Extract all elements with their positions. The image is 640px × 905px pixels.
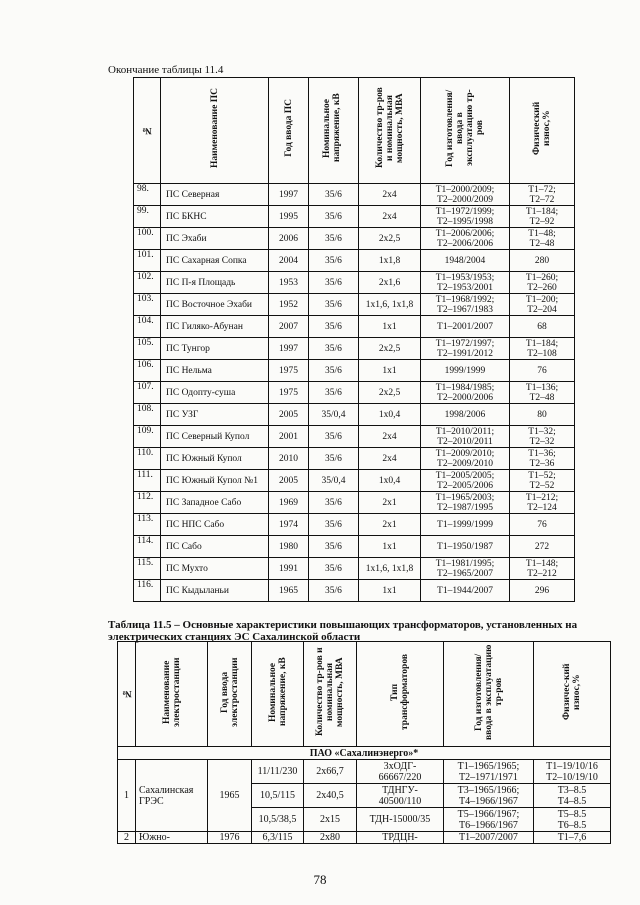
wear-line-1: 68 bbox=[537, 321, 547, 332]
manuf-line-1: Т1–2000/2009; bbox=[435, 184, 495, 195]
manufacture-commission-years bbox=[421, 338, 510, 360]
table-row bbox=[134, 184, 575, 206]
header-voltage: Номинальное напряжение, кВ bbox=[252, 642, 304, 747]
commission-year: 1991 bbox=[269, 558, 309, 580]
wear-line-2: Т2–108 bbox=[527, 348, 557, 359]
commission-year: 2006 bbox=[269, 228, 309, 250]
table-row bbox=[134, 536, 575, 558]
physical-wear bbox=[510, 316, 575, 338]
manuf-line-2: Т2–1995/1998 bbox=[437, 216, 493, 227]
nominal-voltage: 35/6 bbox=[309, 536, 359, 558]
manuf-line-1: Т1–2001/2007 bbox=[437, 321, 493, 332]
row-number: 98. bbox=[134, 184, 161, 206]
nominal-voltage: 35/6 bbox=[309, 228, 359, 250]
wear-line-1: Т1–212; bbox=[525, 492, 559, 503]
manuf-line-1: 1998/2006 bbox=[444, 409, 486, 420]
commission-year: 1953 bbox=[269, 272, 309, 294]
transformer-count-power: 1x0,4 bbox=[359, 470, 421, 492]
wear-line-1: Т1–260; bbox=[525, 272, 559, 283]
manuf-line-1: Т1–1950/1987 bbox=[437, 541, 493, 552]
manufacture-commission-years bbox=[421, 206, 510, 228]
table-row bbox=[134, 382, 575, 404]
transformer-count-power: 2x4 bbox=[359, 184, 421, 206]
transformer-type bbox=[357, 808, 444, 832]
header-count: Количество тр-ров и номинальная мощность, МВА bbox=[359, 78, 421, 184]
table-row bbox=[134, 360, 575, 382]
table-row bbox=[134, 228, 575, 250]
wear-line-1: Т1–52; bbox=[528, 470, 556, 481]
nominal-voltage: 35/6 bbox=[309, 316, 359, 338]
row-number: 2 bbox=[118, 832, 136, 844]
row-number: 99. bbox=[134, 206, 161, 228]
physical-wear bbox=[510, 272, 575, 294]
substation-name: ПС УЗГ bbox=[161, 404, 269, 426]
transformer-type bbox=[357, 760, 444, 784]
substation-name: ПС Сабо bbox=[161, 536, 269, 558]
wear-line-2: Т2–124 bbox=[527, 502, 557, 513]
table-row bbox=[134, 470, 575, 492]
table-row bbox=[134, 558, 575, 580]
transformer-count-power: 2x2,5 bbox=[359, 228, 421, 250]
physical-wear bbox=[510, 206, 575, 228]
manufacture-commission-years bbox=[421, 272, 510, 294]
transformer-count-power: 2x2,5 bbox=[359, 382, 421, 404]
manufacture-commission-years bbox=[421, 404, 510, 426]
section-row bbox=[118, 747, 611, 760]
manufacture-commission-years bbox=[444, 784, 534, 808]
substation-name: ПС Нельма bbox=[161, 360, 269, 382]
manuf-line-2: Т2–1953/2001 bbox=[437, 282, 493, 293]
commission-year: 1969 bbox=[269, 492, 309, 514]
row-number: 116. bbox=[134, 580, 161, 602]
wear-line-1: Т1–148; bbox=[525, 558, 559, 569]
wear-line-2: Т4–8.5 bbox=[557, 795, 587, 807]
manuf-line-1: Т1–1953/1953; bbox=[435, 272, 495, 283]
nominal-voltage: 10,5/38,5 bbox=[252, 808, 304, 832]
manuf-line-1: Т1–1965/2003; bbox=[435, 492, 495, 503]
table-row bbox=[134, 206, 575, 228]
manuf-line-1: Т5–1966/1967; bbox=[457, 808, 520, 820]
manuf-line-1: Т1–2010/2011; bbox=[435, 426, 495, 437]
physical-wear bbox=[510, 514, 575, 536]
row-number: 102. bbox=[134, 272, 161, 294]
physical-wear bbox=[534, 784, 611, 808]
nominal-voltage: 35/6 bbox=[309, 448, 359, 470]
station-name-line-2: ГРЭС bbox=[139, 795, 164, 807]
manuf-line-2: Т2–2000/2006 bbox=[437, 392, 493, 403]
header-wear: Физичес-кий износ,% bbox=[534, 642, 611, 747]
row-number: 115. bbox=[134, 558, 161, 580]
manuf-line-1: 1948/2004 bbox=[444, 255, 486, 266]
physical-wear bbox=[510, 536, 575, 558]
nominal-voltage: 10,5/115 bbox=[252, 784, 304, 808]
manufacture-commission-years bbox=[421, 382, 510, 404]
table-row bbox=[134, 514, 575, 536]
header-year: Год ввода ПС bbox=[269, 78, 309, 184]
wear-line-1: Т1–184; bbox=[525, 338, 559, 349]
transformer-count-power: 2x4 bbox=[359, 426, 421, 448]
table-row bbox=[118, 832, 611, 844]
nominal-voltage: 35/6 bbox=[309, 492, 359, 514]
station-name bbox=[136, 760, 208, 832]
nominal-voltage: 35/0,4 bbox=[309, 470, 359, 492]
table-row bbox=[134, 272, 575, 294]
wear-line-1: 296 bbox=[534, 585, 550, 596]
physical-wear bbox=[510, 184, 575, 206]
physical-wear bbox=[510, 580, 575, 602]
nominal-voltage: 35/6 bbox=[309, 294, 359, 316]
wear-line-1: 272 bbox=[534, 541, 550, 552]
commission-year: 2005 bbox=[269, 404, 309, 426]
substation-name: ПС Южный Купол №1 bbox=[161, 470, 269, 492]
table-row bbox=[134, 316, 575, 338]
manuf-line-1: Т1–2006/2006; bbox=[435, 228, 495, 239]
physical-wear bbox=[510, 492, 575, 514]
table-row bbox=[134, 426, 575, 448]
type-line-1: 3хОДГ- bbox=[383, 760, 417, 772]
wear-line-1: 76 bbox=[537, 365, 547, 376]
manuf-line-2: Т2–1967/1983 bbox=[437, 304, 493, 315]
transformer-count-power: 2x66,7 bbox=[304, 760, 357, 784]
substation-name: ПС Одопту-суша bbox=[161, 382, 269, 404]
wear-line-2: Т2–52 bbox=[529, 480, 555, 491]
wear-line-1: Т1–48; bbox=[528, 228, 556, 239]
transformer-type bbox=[357, 784, 444, 808]
transformer-count-power: 2x15 bbox=[304, 808, 357, 832]
substation-name: ПС Кыдыланьи bbox=[161, 580, 269, 602]
transformer-count-power: 2x2,5 bbox=[359, 338, 421, 360]
transformer-count-power: 1x1,8 bbox=[359, 250, 421, 272]
manuf-line-2: Т4–1966/1967 bbox=[459, 795, 518, 807]
row-number: 1 bbox=[118, 760, 136, 832]
table-row bbox=[134, 492, 575, 514]
transformer-count-power: 2x1 bbox=[359, 492, 421, 514]
physical-wear bbox=[510, 470, 575, 492]
transformer-count-power: 2x80 bbox=[304, 832, 357, 844]
wear-line-1: Т1–32; bbox=[528, 426, 556, 437]
manuf-line-1: Т1–1984/1985; bbox=[435, 382, 495, 393]
wear-line-1: Т1–184; bbox=[525, 206, 559, 217]
wear-line-1: Т1–19/10/16 bbox=[546, 760, 598, 772]
commission-year: 2007 bbox=[269, 316, 309, 338]
commission-year: 2010 bbox=[269, 448, 309, 470]
substation-name: ПС Гиляко-Абунан bbox=[161, 316, 269, 338]
nominal-voltage: 35/6 bbox=[309, 250, 359, 272]
row-number: 105. bbox=[134, 338, 161, 360]
physical-wear bbox=[510, 382, 575, 404]
manufacture-commission-years: Т1–2007/2007 bbox=[444, 832, 534, 844]
commission-year: 1975 bbox=[269, 382, 309, 404]
manuf-line-1: Т1–2005/2005; bbox=[435, 470, 495, 481]
station-year: 1976 bbox=[208, 832, 252, 844]
manuf-line-2: Т2–1971/1971 bbox=[459, 771, 518, 783]
nominal-voltage: 35/6 bbox=[309, 558, 359, 580]
substation-name: ПС Северный Купол bbox=[161, 426, 269, 448]
manuf-line-2: Т2–1965/2007 bbox=[437, 568, 493, 579]
header-num: № bbox=[134, 78, 161, 184]
wear-line-2: Т2–36 bbox=[529, 458, 555, 469]
commission-year: 1997 bbox=[269, 184, 309, 206]
wear-line-2: Т2–48 bbox=[529, 238, 555, 249]
table-header-row bbox=[118, 642, 611, 747]
table-row bbox=[134, 338, 575, 360]
manufacture-commission-years bbox=[444, 808, 534, 832]
physical-wear bbox=[510, 228, 575, 250]
type-line-1: ТДН-15000/35 bbox=[369, 814, 431, 825]
manuf-line-1: 1999/1999 bbox=[444, 365, 486, 376]
physical-wear bbox=[510, 250, 575, 272]
manufacture-commission-years bbox=[421, 558, 510, 580]
physical-wear bbox=[534, 808, 611, 832]
manuf-line-1: Т1–2009/2010; bbox=[435, 448, 495, 459]
header-manuf: Год изготовления/ ввода в эксплуатацию тр-ров bbox=[421, 78, 510, 184]
station-year: 1965 bbox=[208, 760, 252, 832]
commission-year: 2005 bbox=[269, 470, 309, 492]
substation-name: ПС Сахарная Сопка bbox=[161, 250, 269, 272]
substation-name: ПС Мухто bbox=[161, 558, 269, 580]
commission-year: 1997 bbox=[269, 338, 309, 360]
substation-name: ПС Западное Сабо bbox=[161, 492, 269, 514]
table-header-row bbox=[134, 78, 575, 184]
transformer-count-power: 1x1,6, 1x1,8 bbox=[359, 558, 421, 580]
physical-wear bbox=[510, 404, 575, 426]
table-11-4 bbox=[133, 77, 575, 602]
row-number: 100. bbox=[134, 228, 161, 250]
wear-line-1: Т1–36; bbox=[528, 448, 556, 459]
manuf-line-2: Т2–2010/2011 bbox=[437, 436, 493, 447]
row-number: 106. bbox=[134, 360, 161, 382]
table-row bbox=[118, 760, 611, 784]
manuf-line-2: Т2–1991/2012 bbox=[437, 348, 493, 359]
table-row bbox=[134, 404, 575, 426]
transformer-count-power: 1x1 bbox=[359, 536, 421, 558]
manufacture-commission-years bbox=[421, 294, 510, 316]
wear-line-1: Т1–72; bbox=[528, 184, 556, 195]
commission-year: 1952 bbox=[269, 294, 309, 316]
physical-wear bbox=[534, 760, 611, 784]
substation-name: ПС Южный Купол bbox=[161, 448, 269, 470]
nominal-voltage: 11/11/230 bbox=[252, 760, 304, 784]
manuf-line-1: Т3–1965/1966; bbox=[457, 784, 520, 796]
physical-wear bbox=[510, 338, 575, 360]
wear-line-2: Т2–72 bbox=[529, 194, 555, 205]
manufacture-commission-years bbox=[421, 184, 510, 206]
manuf-line-1: Т1–1968/1992; bbox=[435, 294, 495, 305]
nominal-voltage: 35/6 bbox=[309, 382, 359, 404]
manuf-line-1: Т1–1999/1999 bbox=[437, 519, 493, 530]
substation-name: ПС Восточное Эхаби bbox=[161, 294, 269, 316]
physical-wear bbox=[510, 448, 575, 470]
commission-year: 1965 bbox=[269, 580, 309, 602]
wear-line-2: Т6–8.5 bbox=[557, 819, 587, 831]
table-11-5-caption: Таблица 11.5 – Основные характеристики повышающих трансформаторов, установленных на электрических станциях ЭС Сахалинской области bbox=[108, 619, 578, 643]
header-manuf: Год изготовления/ ввода в эксплуатацию тр-ров bbox=[444, 642, 534, 747]
header-num: № bbox=[118, 642, 136, 747]
type-line-2: 66667/220 bbox=[378, 771, 422, 783]
row-number: 113. bbox=[134, 514, 161, 536]
commission-year: 1975 bbox=[269, 360, 309, 382]
nominal-voltage: 35/0,4 bbox=[309, 404, 359, 426]
row-number: 108. bbox=[134, 404, 161, 426]
nominal-voltage: 6,3/115 bbox=[252, 832, 304, 844]
wear-line-1: 80 bbox=[537, 409, 547, 420]
transformer-count-power: 2x4 bbox=[359, 448, 421, 470]
row-number: 104. bbox=[134, 316, 161, 338]
table-row bbox=[134, 294, 575, 316]
manuf-line-1: Т1–1972/1999; bbox=[435, 206, 495, 217]
row-number: 111. bbox=[134, 470, 161, 492]
wear-line-1: 76 bbox=[537, 519, 547, 530]
transformer-count-power: 2x1 bbox=[359, 514, 421, 536]
substation-name: ПС НПС Сабо bbox=[161, 514, 269, 536]
substation-name: ПС П-я Площадь bbox=[161, 272, 269, 294]
manufacture-commission-years bbox=[421, 492, 510, 514]
nominal-voltage: 35/6 bbox=[309, 272, 359, 294]
wear-line-2: Т2–32 bbox=[529, 436, 555, 447]
substation-name: ПС Северная bbox=[161, 184, 269, 206]
nominal-voltage: 35/6 bbox=[309, 360, 359, 382]
commission-year: 1995 bbox=[269, 206, 309, 228]
manufacture-commission-years bbox=[421, 360, 510, 382]
manuf-line-1: Т1–1944/2007 bbox=[437, 585, 493, 596]
physical-wear bbox=[510, 294, 575, 316]
table-row bbox=[134, 580, 575, 602]
wear-line-2: Т2–48 bbox=[529, 392, 555, 403]
wear-line-1: Т3–8.5 bbox=[557, 784, 587, 796]
page-number: 78 bbox=[313, 872, 327, 887]
nominal-voltage: 35/6 bbox=[309, 206, 359, 228]
manuf-line-2: Т2–2005/2006 bbox=[437, 480, 493, 491]
wear-line-2: Т2–204 bbox=[527, 304, 557, 315]
table-11-4-continuation-caption: Окончание таблицы 11.4 bbox=[108, 64, 224, 76]
header-name: Наименование ПС bbox=[161, 78, 269, 184]
nominal-voltage: 35/6 bbox=[309, 184, 359, 206]
section-title: ПАО «Сахалинэнерго»* bbox=[118, 747, 611, 760]
transformer-count-power: 1x1,6, 1x1,8 bbox=[359, 294, 421, 316]
manufacture-commission-years bbox=[421, 470, 510, 492]
nominal-voltage: 35/6 bbox=[309, 338, 359, 360]
physical-wear: Т1–7,6 bbox=[534, 832, 611, 844]
manufacture-commission-years bbox=[421, 514, 510, 536]
transformer-count-power: 2x40,5 bbox=[304, 784, 357, 808]
station-name: Южно- bbox=[136, 832, 208, 844]
header-wear: Физический износ,% bbox=[510, 78, 575, 184]
header-voltage: Номинальное напряжение, кВ bbox=[309, 78, 359, 184]
wear-line-2: Т2–92 bbox=[529, 216, 555, 227]
manuf-line-2: Т2–2009/2010 bbox=[437, 458, 493, 469]
row-number: 112. bbox=[134, 492, 161, 514]
header-count: Количество тр-ров и номинальная мощность, МВА bbox=[304, 642, 357, 747]
manuf-line-1: Т1–1981/1995; bbox=[435, 558, 495, 569]
row-number: 107. bbox=[134, 382, 161, 404]
substation-name: ПС Эхаби bbox=[161, 228, 269, 250]
row-number: 109. bbox=[134, 426, 161, 448]
station-name-line-1: Сахалинская bbox=[139, 784, 194, 796]
transformer-count-power: 1x1 bbox=[359, 316, 421, 338]
commission-year: 2001 bbox=[269, 426, 309, 448]
substation-name: ПС Тунгор bbox=[161, 338, 269, 360]
table-11-5 bbox=[117, 641, 611, 844]
transformer-count-power: 1x1 bbox=[359, 580, 421, 602]
wear-line-2: Т2–212 bbox=[527, 568, 557, 579]
physical-wear bbox=[510, 426, 575, 448]
manufacture-commission-years bbox=[421, 448, 510, 470]
manufacture-commission-years bbox=[421, 536, 510, 558]
wear-line-2: Т2–260 bbox=[527, 282, 557, 293]
manufacture-commission-years bbox=[444, 760, 534, 784]
nominal-voltage: 35/6 bbox=[309, 580, 359, 602]
manuf-line-2: Т2–1987/1995 bbox=[437, 502, 493, 513]
physical-wear bbox=[510, 558, 575, 580]
nominal-voltage: 35/6 bbox=[309, 426, 359, 448]
manufacture-commission-years bbox=[421, 228, 510, 250]
transformer-count-power: 1x0,4 bbox=[359, 404, 421, 426]
transformer-count-power: 2x4 bbox=[359, 206, 421, 228]
manuf-line-2: Т2–2006/2006 bbox=[437, 238, 493, 249]
row-number: 110. bbox=[134, 448, 161, 470]
table-row bbox=[134, 250, 575, 272]
substation-name: ПС БКНС bbox=[161, 206, 269, 228]
manufacture-commission-years bbox=[421, 426, 510, 448]
manuf-line-2: Т6–1966/1967 bbox=[459, 819, 518, 831]
row-number: 103. bbox=[134, 294, 161, 316]
physical-wear bbox=[510, 360, 575, 382]
transformer-type: ТРДЦН- bbox=[357, 832, 444, 844]
manuf-line-2: Т2–2000/2009 bbox=[437, 194, 493, 205]
row-number: 101. bbox=[134, 250, 161, 272]
manufacture-commission-years bbox=[421, 250, 510, 272]
row-number: 114. bbox=[134, 536, 161, 558]
manuf-line-1: Т1–1972/1997; bbox=[435, 338, 495, 349]
commission-year: 1974 bbox=[269, 514, 309, 536]
wear-line-1: Т5–8.5 bbox=[557, 808, 587, 820]
transformer-count-power: 2x1,6 bbox=[359, 272, 421, 294]
commission-year: 2004 bbox=[269, 250, 309, 272]
manuf-line-1: Т1–1965/1965; bbox=[457, 760, 520, 772]
wear-line-1: 280 bbox=[534, 255, 550, 266]
manufacture-commission-years bbox=[421, 316, 510, 338]
nominal-voltage: 35/6 bbox=[309, 514, 359, 536]
manufacture-commission-years bbox=[421, 580, 510, 602]
type-line-1: ТДНГУ- bbox=[382, 784, 418, 796]
header-year: Год ввода электростанции bbox=[208, 642, 252, 747]
commission-year: 1980 bbox=[269, 536, 309, 558]
wear-line-2: Т2–10/19/10 bbox=[546, 771, 598, 783]
type-line-2: 40500/110 bbox=[378, 795, 422, 807]
table-row bbox=[134, 448, 575, 470]
header-type: Тип трансформаторов bbox=[357, 642, 444, 747]
header-name: Наименование электростанции bbox=[136, 642, 208, 747]
wear-line-1: Т1–200; bbox=[525, 294, 559, 305]
transformer-count-power: 1x1 bbox=[359, 360, 421, 382]
wear-line-1: Т1–136; bbox=[525, 382, 559, 393]
